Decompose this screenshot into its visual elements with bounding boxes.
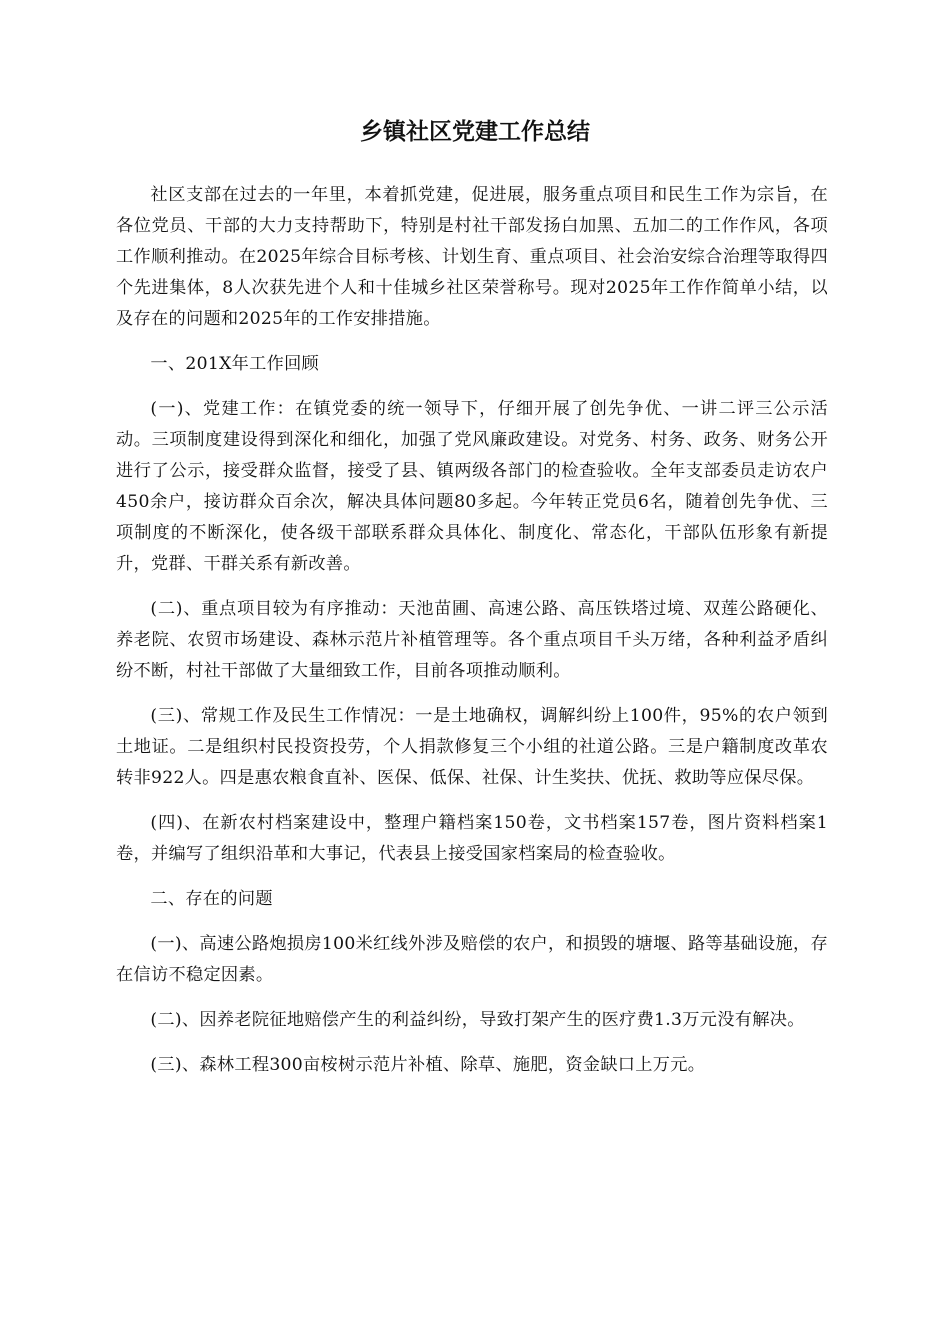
paragraph-key-projects: (二)、重点项目较为有序推动：天池苗圃、高速公路、高压铁塔过境、双莲公路硬化、养老院、农贸市场建设、森林示范片补植管理等。各个重点项目千头万绪，各种利益矛盾纠纷不断，村社干部做了大量细致工作，目前各项推动顺利。 bbox=[116, 599, 828, 681]
paragraph-problem-2: (二)、因养老院征地赔偿产生的利益纠纷，导致打架产生的医疗费1.3万元没有解决。 bbox=[150, 1010, 805, 1030]
section-heading-problems: 二、存在的问题 bbox=[150, 889, 273, 909]
paragraph-party-building: (一)、党建工作：在镇党委的统一领导下，仔细开展了创先争优、一讲二评三公示活动。三项制度建设得到深化和细化，加强了党风廉政建设。对党务、村务、政务、财务公开进行了公示，接受群众监督，接受了县、镇两级各部门的检查验收。全年支部委员走访农户450余户，接访群众百余次，解决具体问题80多起。今年转正党员6名，随着创先争优、三项制度的不断深化，使各级干部联系群众具体化、制度化、常态化，干部队伍形象有新提升，党群、干群关系有新改善。 bbox=[116, 399, 828, 574]
paragraph-problem-3: (三)、森林工程300亩桉树示范片补植、除草、施肥，资金缺口上万元。 bbox=[150, 1055, 706, 1075]
intro-paragraph: 社区支部在过去的一年里，本着抓党建，促进展，服务重点项目和民生工作为宗旨，在各位党员、干部的大力支持帮助下，特别是村社干部发扬白加黑、五加二的工作作风，各项工作顺利推动。在2025年综合目标考核、计划生育、重点项目、社会治安综合治理等取得四个先进集体，8人次获先进个人和十佳城乡社区荣誉称号。现对2025年工作作简单小结，以及存在的问题和2025年的工作安排措施。 bbox=[116, 185, 828, 329]
document-title: 乡镇社区党建工作总结 bbox=[360, 119, 590, 145]
section-heading-review: 一、201X年工作回顾 bbox=[150, 354, 320, 374]
paragraph-livelihood: (三)、常规工作及民生工作情况：一是土地确权，调解纠纷上100件，95%的农户领到土地证。二是组织村民投资投劳，个人捐款修复三个小组的社道公路。三是户籍制度改革农转非922人。四是惠农粮食直补、医保、低保、社保、计生奖扶、优抚、救助等应保尽保。 bbox=[116, 706, 828, 788]
document-body bbox=[116, 180, 828, 1095]
paragraph-problem-1: (一)、高速公路炮损房100米红线外涉及赔偿的农户，和损毁的塘堰、路等基础设施，存在信访不稳定因素。 bbox=[116, 934, 828, 985]
paragraph-archives: (四)、在新农村档案建设中，整理户籍档案150卷，文书档案157卷，图片资料档案1卷，并编写了组织沿革和大事记，代表县上接受国家档案局的检查验收。 bbox=[116, 813, 828, 864]
